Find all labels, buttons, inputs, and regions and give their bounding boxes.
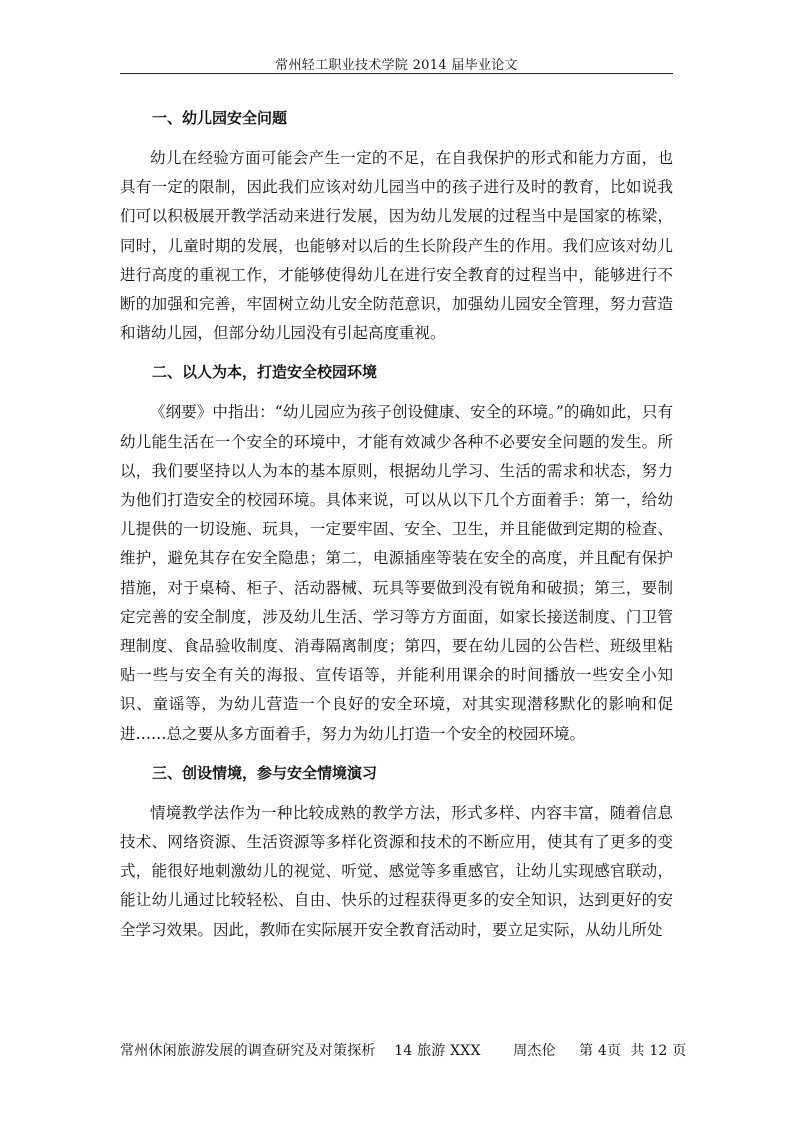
section-paragraph: 情境教学法作为一种比较成熟的教学方法，形式多样、内容丰富，随着信息技术、网络资源、生活资源等多样化资源和技术的不断应用，使其有了更多的变式，能很好地刺激幼儿的视觉、听觉、感觉等多重感官，让幼儿实现感官联动，能让幼儿通过比较轻松、自由、快乐的过程获得更多的安全知识，达到更好的安全学习效果。因此，教师在实际展开安全教育活动时，要立足实际，从幼儿所处 [120,803,673,939]
section-paragraph: 《纲要》中指出：“幼儿园应为孩子创设健康、安全的环境。”的确如此，只有幼儿能生活在一个安全的环境中，才能有效减少各种不必要安全问题的发生。所以，我们要坚持以人为本的基本原则，根据幼儿学习、生活的需求和状态，努力为他们打造安全的校园环境。具体来说，可以从以下几个方面着手：第一，给幼儿提供的一切设施、玩具，一定要牢固、安全、卫生，并且能做到定期的检查、维护，避免其存在安全隐患；第二，电源插座等装在安全的高度，并且配有保护措施，对于桌椅、柜子、活动器械、玩具等要做到没有锐角和破损；第三，要制定完善的安全制度，涉及幼儿生活、学习等方方面面，如家长接送制度、门卫管理制度、食品验收制度、消毒隔离制度；第四，要在幼儿园的公告栏、班级里粘贴一些与安全有关的海报、宣传语等，并能利用课余的时间播放一些安全小知识、童谣等，为幼儿营造一个良好的安全环境，对其实现潜移默化的影响和促进……总之要从多方面着手，努力为幼儿打造一个安全的校园环境。 [120,403,673,743]
running-footer: 常州休闲旅游发展的调查研究及对策探析 14 旅游 XXX 周杰伦 第 4页 共 12 页 [120,1043,687,1059]
header-divider [120,73,673,74]
section-1 [120,104,673,348]
running-header: 常州轻工职业技术学院 2014 届毕业论文 [275,58,518,73]
section-3 [120,759,673,945]
section-heading: 二、以人为本，打造安全校园环境 [152,363,378,382]
section-2 [120,358,673,748]
section-heading: 一、幼儿园安全问题 [152,109,288,127]
section-heading: 三、创设情境，参与安全情境演习 [152,763,378,782]
section-paragraph: 幼儿在经验方面可能会产生一定的不足，在自我保护的形式和能力方面，也具有一定的限制，因此我们应该对幼儿园当中的孩子进行及时的教育，比如说我们可以积极展开教学活动来进行发展，因为幼儿发展的过程当中是国家的栋梁，同时，儿童时期的发展，也能够对以后的生长阶段产生的作用。我们应该对幼儿进行高度的重视工作，才能够使得幼儿在进行安全教育的过程当中，能够进行不断的加强和完善，牢固树立幼儿安全防范意识，加强幼儿园安全管理，努力营造和谐幼儿园，但部分幼儿园没有引起高度重视。 [120,149,673,343]
page-body [120,104,673,945]
